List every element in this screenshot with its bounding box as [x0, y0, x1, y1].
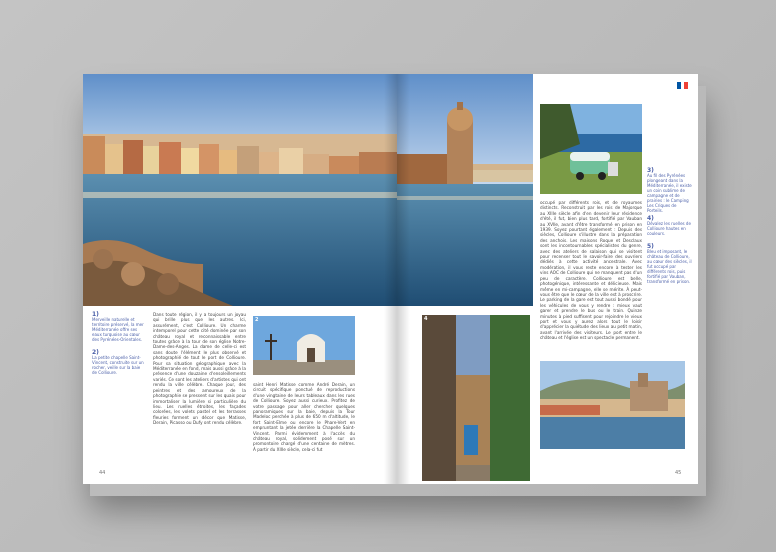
caption-4	[647, 216, 693, 236]
right-body-text: occupé par différents rois, et de royaumes distincts. Reconstruit par les rois de Majorque au XIIIe siècle afin d'en devenir leur résidence d'été, il fut, bien plus tard, fortifié par Vauban au XVIIe, avant d'être transformé en prison en 1939. Soyez pourtant également : Depuis des siècles, Collioure s'illustre dans la préparation des anchois. Les maisons Roque et Desclaux sont les incontournables spécialistes du genre, avec des ateliers de salaison qui se visitent pour recenser tout le savoir-faire des ouvriers dédiés à cette activité ancestrale. Avec modération, il vous reste encore à tester les vins AOC de Collioure qui ne manquent pas d'un peu de caractère. Collioure est belle, photogénique, intéressante et délicieuse. Mais même en mi-campagne, elle se mérite. À peut-vous être que le cœur de la ville est à proscrire. Le parking de la gare est tout aussi bondé pour les véhicules de vous y rendre : mieux vaut garer et prendre le bus ou le train. Quinze minutes à pied suffisent pour rejoindre le vieux port et vous y aurez alors tout le loisir d'apprécier la quiétude des lieux au petit matin, avant l'arrivée des visiteurs. Le port entre le château et l'église est un spectacle permanent.	[540, 200, 642, 341]
caption-4-number: 4)	[647, 215, 654, 222]
caption-3-number: 3)	[647, 167, 654, 174]
caption-2	[92, 350, 146, 375]
inset-figure-number-4	[424, 317, 427, 322]
france-flag-icon	[677, 82, 688, 89]
caption-5-text: Bleu et imposant, le château de Collioure, au cœur des siècles, il fut occupé par différents rois, puis fortifié par Vauban, transformé en prison.	[647, 249, 692, 284]
left-column-text: saint Henri Matisse comme André Derain, un circuit spécifique ponctué de reproductions d'une vingtaine de leurs tableaux dans les rues de Collioure. Soyez aussi curieux. Profitez de votre passage pour aller chercher quelques panoramiques sur la baie, depuis la Tour Madeloc perchée à plus de 650 m d'altitude, le fort Saint-Elme ou encore le Phare-Vert en empruntant la jetée derrière la Chapelle Saint-Vincent. Parmi évidemment à l'accès du château royal, solidement posé sur un promontoire chargé d'une centaine de mètres. À partir du XIIIe siècle, cela-ci fut	[253, 382, 355, 452]
left-page-number: 44	[99, 470, 106, 476]
caption-4-text: Dévalez les ruelles de Collioure hautes en couleurs.	[647, 221, 691, 236]
caption-1	[92, 312, 146, 342]
hero-photo-church-tower	[397, 74, 533, 306]
flag-red-band	[684, 82, 688, 89]
street-photo-svg	[422, 315, 530, 481]
caption-2-text: La petite chapelle Saint-Vincent, construite sur un rocher, veille sur la baie de Collioure.	[92, 355, 144, 375]
caption-5-number: 5)	[647, 243, 654, 250]
caption-3-text: Au fil des Pyrénées plongeant dans la Méditerranée, il existe un coin sublime de campagne et de prairies : le Camping Les Criques de Porteils.	[647, 173, 692, 213]
caption-2-number: 2)	[92, 349, 99, 356]
hero-photo-right-svg	[397, 74, 533, 306]
caption-1-number: 1)	[92, 311, 99, 318]
camping-photo-svg	[540, 104, 642, 194]
left-page	[83, 74, 397, 484]
caption-3	[647, 168, 693, 213]
right-page	[397, 74, 698, 484]
inset-figure-number-text: 2	[255, 317, 259, 323]
caption-1-text: Merveille naturelle et territoire préservé, la mer Méditerranée offre ses eaux turquoise au cœur des Pyrénées-Orientales.	[92, 317, 144, 342]
chateau-photo-svg	[540, 361, 685, 449]
inset-figure-number-4-text: 4	[424, 316, 428, 322]
left-body-text: Dans toute région, il y a toujours un joyau qui brille plus que les autres. Ici, assurément, c'est Collioure. Un charme intemporel pour cette cité dominée par son château royal et reconnaissable entre toutes grâce à la tour de son église Notre-Dame-des-Anges. La dame de celle-ci est sans doute l'élément le plus observé et photographié de tout le port de Collioure. Pour sa situation géographique avec la Méditerranée en fond, mais aussi grâce à la présence d'une douzaine d'ensoleillements variés. Ce sont les ateliers d'artistes qui ont rendu la ville célèbre. Chaque jour, des peintres et des amoureux de la photographie se pressent sur les quais pour immortaliser la lumière si particulière du lieu. Les ruelles étroites, les façades colorées, les volets pastel et les terrasses fleuries forment un décor que Matisse, Derain, Picasso ou Dufy ont rendu célèbre.	[153, 312, 246, 426]
inset-figure-number	[255, 318, 258, 323]
caption-5	[647, 244, 693, 284]
chapel-photo-svg	[253, 316, 355, 375]
chateau-photo	[540, 361, 685, 449]
hero-photo-collioure-harbor	[83, 74, 397, 306]
hero-photo-left-svg	[83, 74, 397, 306]
chapel-inset-photo	[253, 316, 355, 375]
right-page-number: 45	[675, 470, 682, 476]
street-photo	[422, 315, 530, 481]
camping-van-photo	[540, 104, 642, 194]
